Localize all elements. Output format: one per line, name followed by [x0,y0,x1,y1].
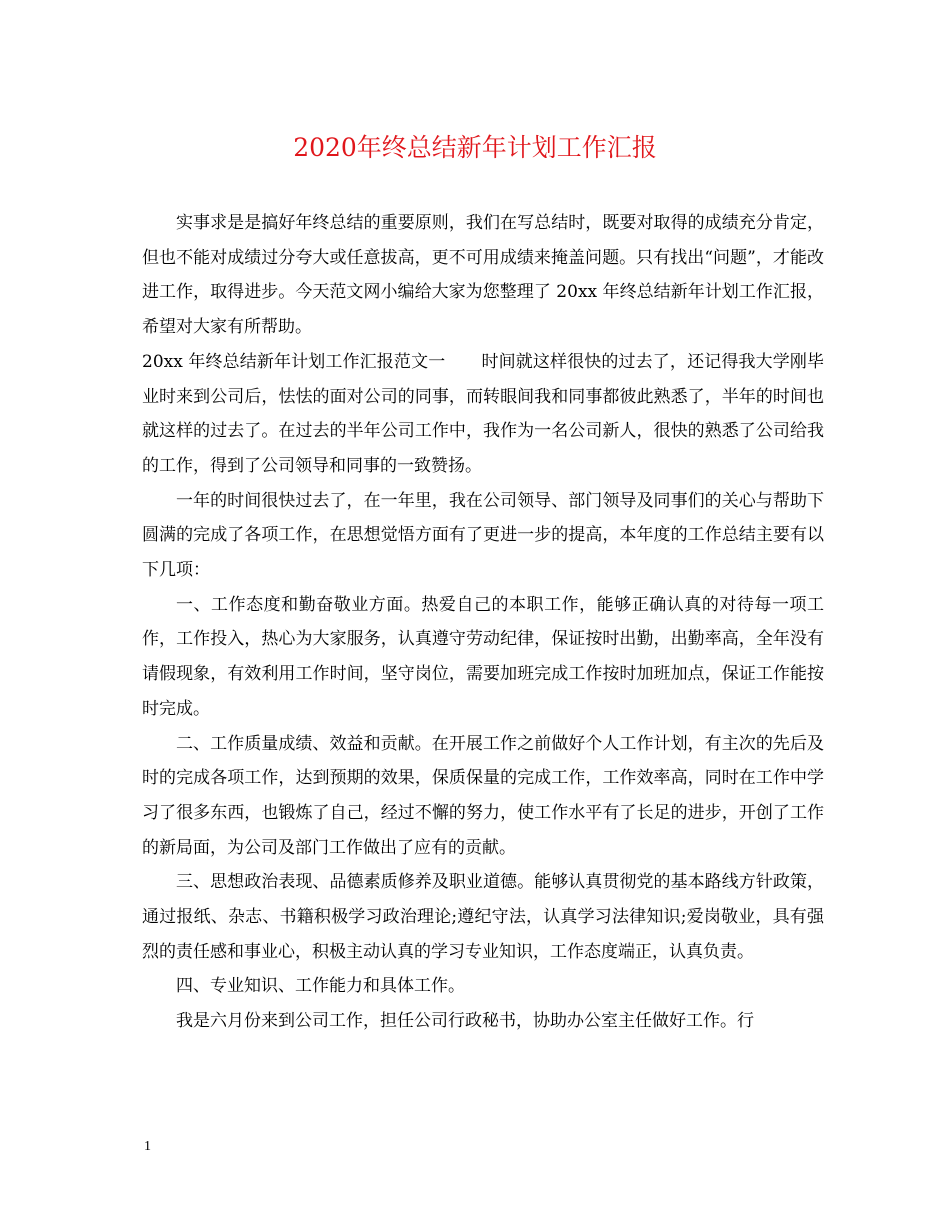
sample-paragraph [142,345,824,484]
intro-paragraph: 实事求是是搞好年终总结的重要原则，我们在写总结时，既要对取得的成绩充分肯定，但也不能对成绩过分夸大或任意拔高，更不可用成绩来掩盖问题。只有找出“问题”，才能改进工作，取得进步。今天范文网小编给大家为您整理了 20xx 年终总结新年计划工作汇报，希望对大家有所帮助。 [142,213,824,338]
sample-heading: 20xx 年终总结新年计划工作汇报范文一 [142,351,446,372]
document-body [142,206,824,1039]
sample-first-text: 时间就这样很快的过去了，还记得我大学刚毕业时来到公司后，怯怯的面对公司的同事，而转眼间我和同事都彼此熟悉了，半年的时间也就这样的过去了。在过去的半年公司工作中，我作为一名公司新人，很快的熟悉了公司给我的工作，得到了公司领导和同事的一致赞扬。 [142,351,824,476]
summary-paragraph: 一年的时间很快过去了，在一年里，我在公司领导、部门领导及同事们的关心与帮助下圆满的完成了各项工作，在思想觉悟方面有了更进一步的提高，本年度的工作总结主要有以下几项： [142,490,824,581]
section-four-paragraph: 我是六月份来到公司工作，担任公司行政秘书，协助办公室主任做好工作。行 [176,1011,754,1032]
page-number: 1 [144,1139,151,1154]
section-one-paragraph: 一、工作态度和勤奋敬业方面。热爱自己的本职工作，能够正确认真的对待每一项工作，工作投入，热心为大家服务，认真遵守劳动纪律，保证按时出勤，出勤率高，全年没有请假现象，有效利用工作时间，坚守岗位，需要加班完成工作按时加班加点，保证工作能按时完成。 [142,594,824,719]
section-four-heading: 四、专业知识、工作能力和具体工作。 [176,976,465,997]
section-three-paragraph: 三、思想政治表现、品德素质修养及职业道德。能够认真贯彻党的基本路线方针政策，通过报纸、杂志、书籍积极学习政治理论;遵纪守法，认真学习法律知识;爱岗敬业，具有强烈的责任感和事业心，积极主动认真的学习专业知识，工作态度端正，认真负责。 [142,872,824,962]
document-title: 2020年终总结新年计划工作汇报 [293,133,657,162]
section-two-paragraph: 二、工作质量成绩、效益和贡献。在开展工作之前做好个人工作计划，有主次的先后及时的完成各项工作，达到预期的效果，保质保量的完成工作，工作效率高，同时在工作中学习了很多东西，也锻炼了自己，经过不懈的努力，使工作水平有了长足的进步，开创了工作的新局面，为公司及部门工作做出了应有的贡献。 [142,733,824,858]
